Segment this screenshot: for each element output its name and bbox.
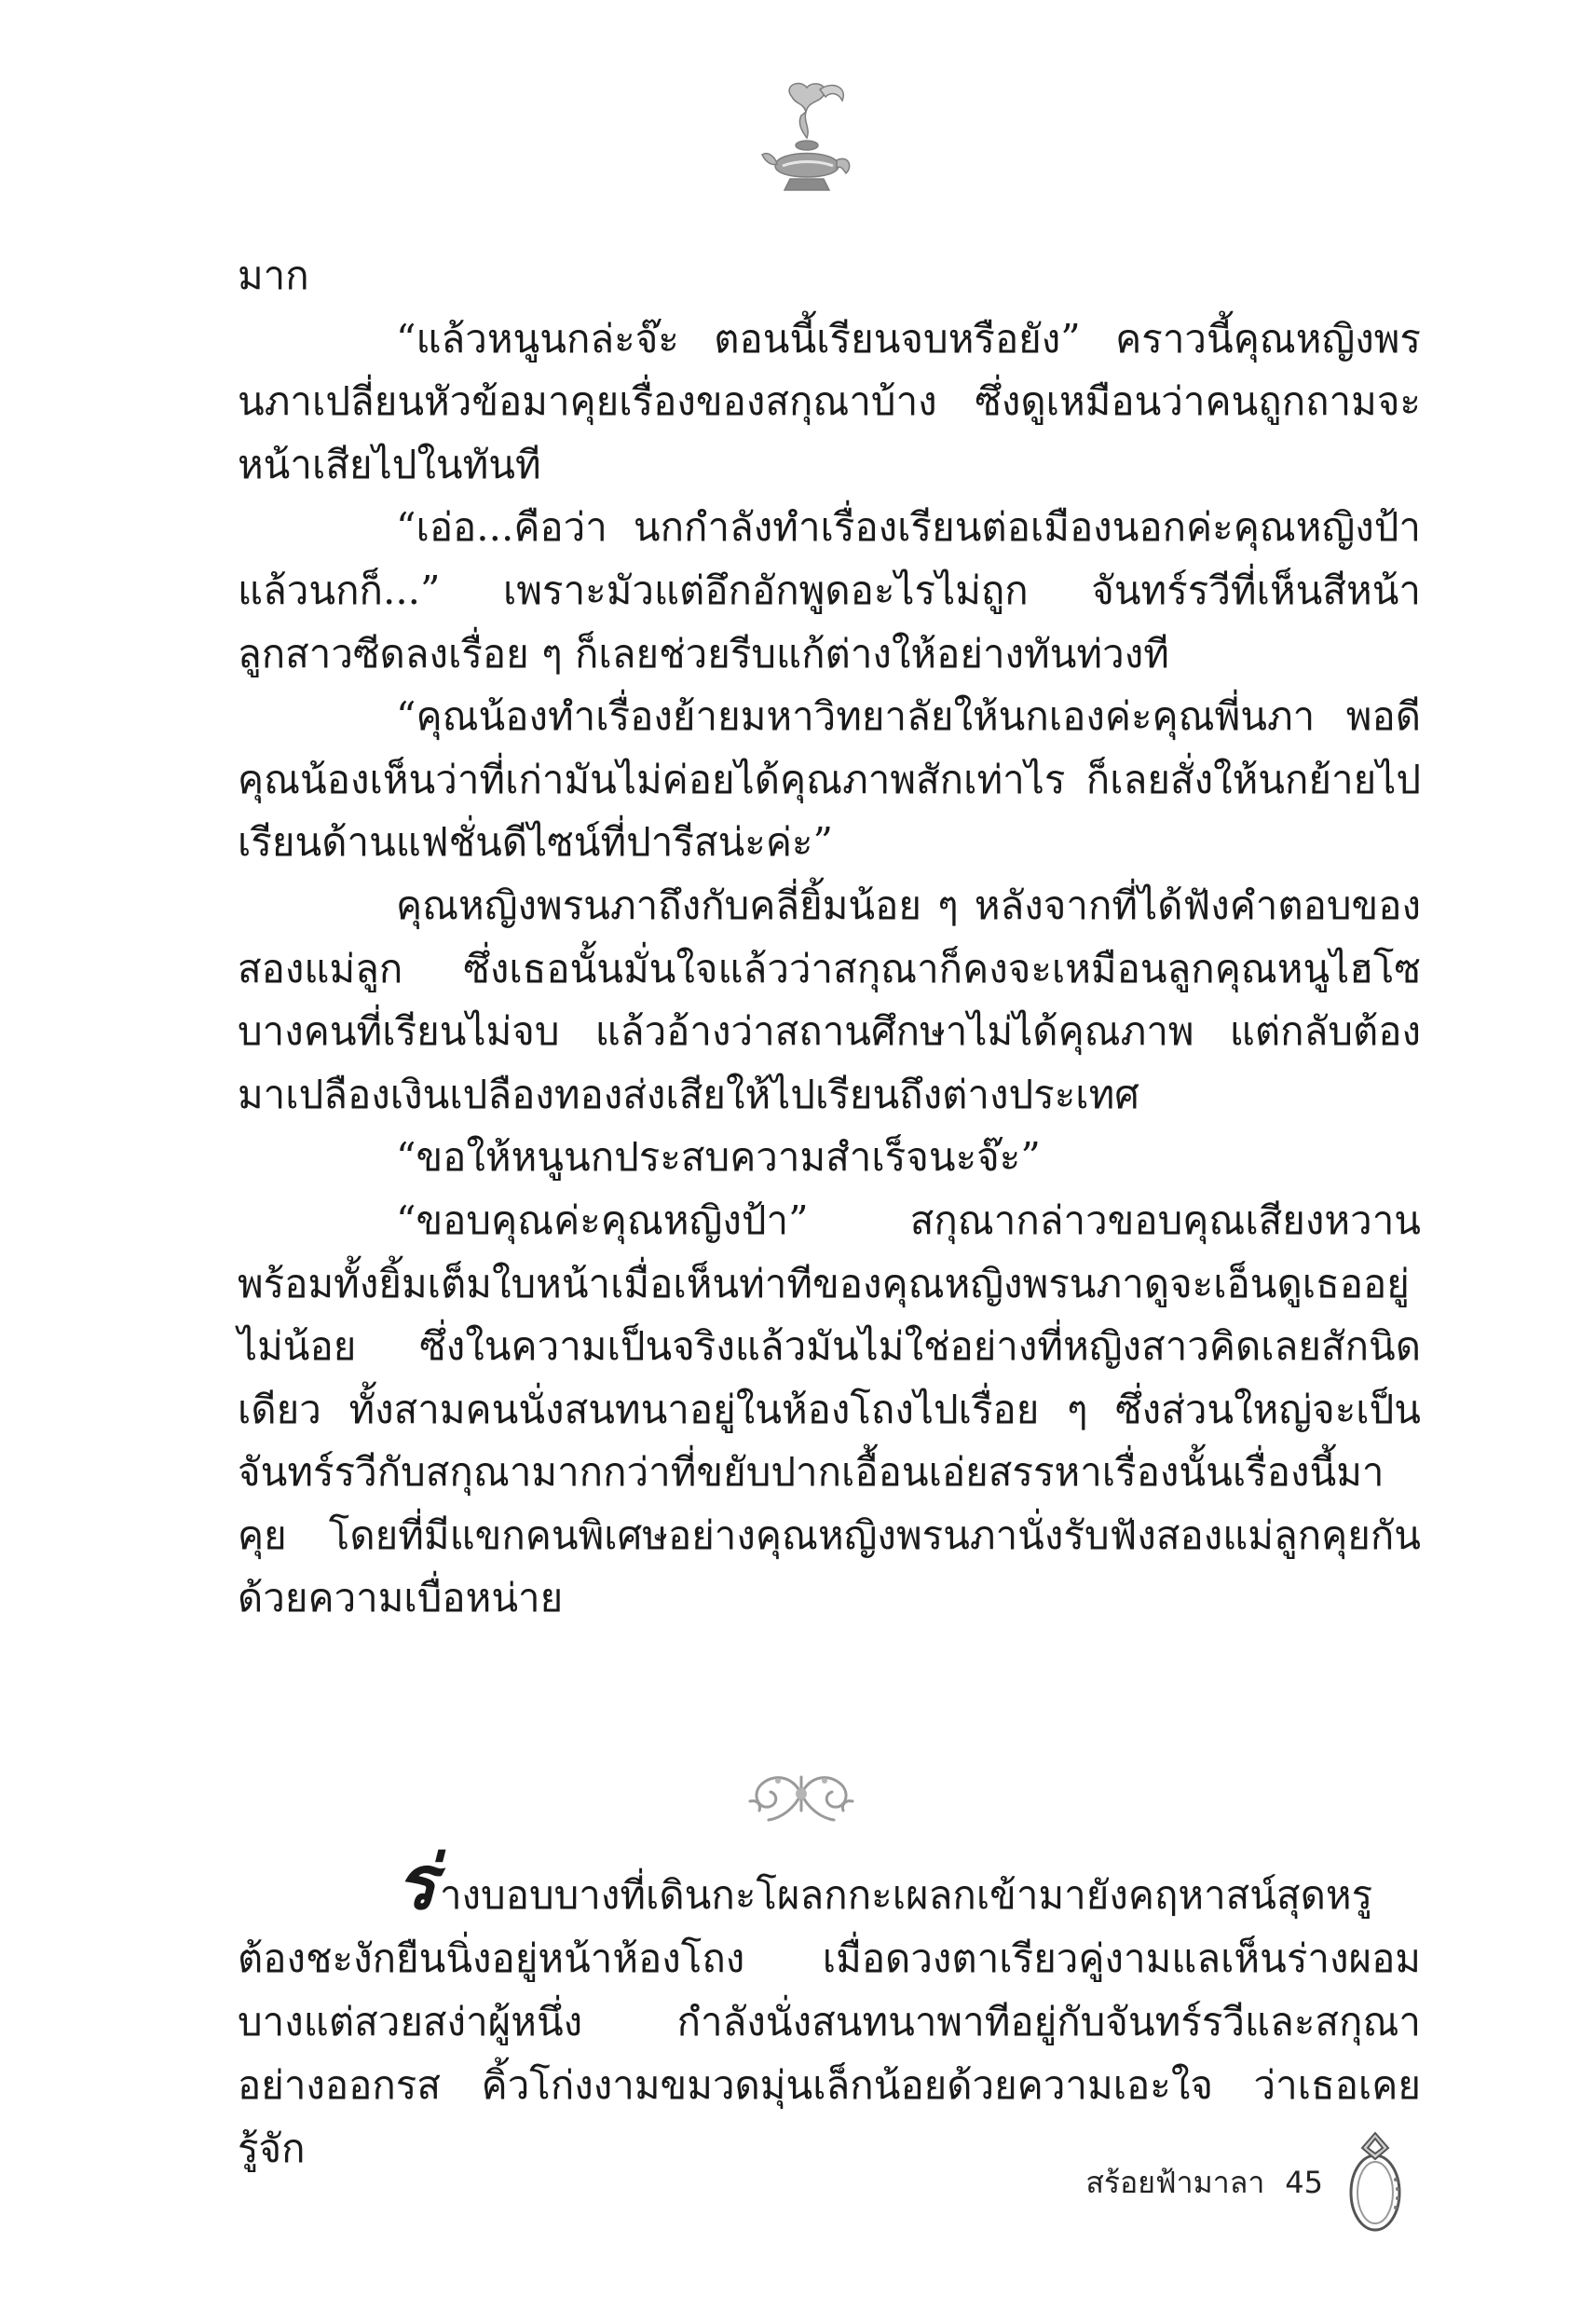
page-number: 45 bbox=[1285, 2165, 1323, 2200]
genie-lamp-icon bbox=[755, 76, 857, 207]
paragraph-continuation: มาก bbox=[238, 253, 309, 298]
paragraph: “ขอบคุณค่ะคุณหญิงป้า” สกุณากล่าวขอบคุณเสียงหวาน พร้อมทั้งยิ้มเต็มใบหน้าเมื่อเห็นท่าทีของคุณหญิงพรนภาดูจะเอ็นดูเธออยู่ไม่น้อย ซึ่งในความเป็นจริงแล้วมันไม่ใช่อย่างที่หญิงสาวคิดเลยสักนิดเดียว ทั้งสามคนนั่งสนทนาอยู่ในห้องโถงไปเรื่อย ๆ ซึ่งส่วนใหญ่จะเป็นจันทร์รวีกับสกุณามากกว่าที่ขยับปากเอื้อนเอ่ยสรรหาเรื่องนั้นเรื่องนี้มาคุย โดยที่มีแขกคนพิเศษอย่างคุณหญิงพรนภานั่งรับฟังสองแม่ลูกคุยกันด้วยความเบื่อหน่าย bbox=[238, 1197, 1421, 1621]
book-title: สร้อยฟ้ามาลา bbox=[1085, 2165, 1265, 2200]
body-text-section-1 bbox=[238, 244, 1421, 1630]
body-text-section-2 bbox=[238, 1839, 1421, 2181]
paragraph: “คุณน้องทำเรื่องย้ายมหาวิทยาลัยให้นกเองค่ะคุณพี่นภา พอดีคุณน้องเห็นว่าที่เก่ามันไม่ค่อยได้คุณภาพสักเท่าไร ก็เลยสั่งให้นกย้ายไปเรียนด้านแฟชั่นดีไซน์ที่ปารีสน่ะค่ะ” bbox=[238, 693, 1421, 866]
paragraph: “ขอให้หนูนกประสบความสำเร็จนะจ๊ะ” bbox=[396, 1134, 1041, 1181]
floral-divider-icon bbox=[741, 1757, 862, 1831]
ring-icon bbox=[1340, 2120, 1414, 2241]
paragraph-text: างบอบบางที่เดินกะโผลกกะเผลกเข้ามายังคฤหาสน์สุดหรูต้องชะงักยืนนิ่งอยู่หน้าห้องโถง เมื่อดวงตาเรียวคู่งามแลเห็นร่างผอมบางแต่สวยสง่าผู้หนึ่ง กำลังนั่งสนทนาพาทีอยู่กับจันทร์รวีและสกุณาอย่างออกรส คิ้วโก่งงามขมวดมุ่นเล็กน้อยด้วยความเอะใจ ว่าเธอเคยรู้จัก bbox=[238, 1872, 1421, 2171]
page-footer bbox=[1081, 2154, 1323, 2210]
paragraph: “แล้วหนูนกล่ะจ๊ะ ตอนนี้เรียนจบหรือยัง” คราวนี้คุณหญิงพรนภาเปลี่ยนหัวข้อมาคุยเรื่องของสกุณาบ้าง ซึ่งดูเหมือนว่าคนถูกถามจะหน้าเสียไปในทันที bbox=[238, 315, 1421, 487]
paragraph: คุณหญิงพรนภาถึงกับคลี่ยิ้มน้อย ๆ หลังจากที่ได้ฟังคำตอบของสองแม่ลูก ซึ่งเธอนั้นมั่นใจแล้วว่าสกุณาก็คงจะเหมือนลูกคุณหนูไฮโซบางคนที่เรียนไม่จบ แล้วอ้างว่าสถานศึกษาไม่ได้คุณภาพ แต่กลับต้องมาเปลืองเงินเปลืองทองส่งเสียให้ไปเรียนถึงต่างประเทศ bbox=[238, 882, 1421, 1117]
paragraph: “เอ่อ...คือว่า นกกำลังทำเรื่องเรียนต่อเมืองนอกค่ะคุณหญิงป้า แล้วนกก็...” เพราะมัวแต่อึกอักพูดอะไรไม่ถูก จันทร์รวีที่เห็นสีหน้าลูกสาวซีดลงเรื่อย ๆ ก็เลยช่วยรีบแก้ต่างให้อย่างทันท่วงที bbox=[238, 504, 1421, 677]
paragraph bbox=[238, 1839, 1421, 2181]
drop-cap: ร่ bbox=[396, 1839, 436, 1926]
